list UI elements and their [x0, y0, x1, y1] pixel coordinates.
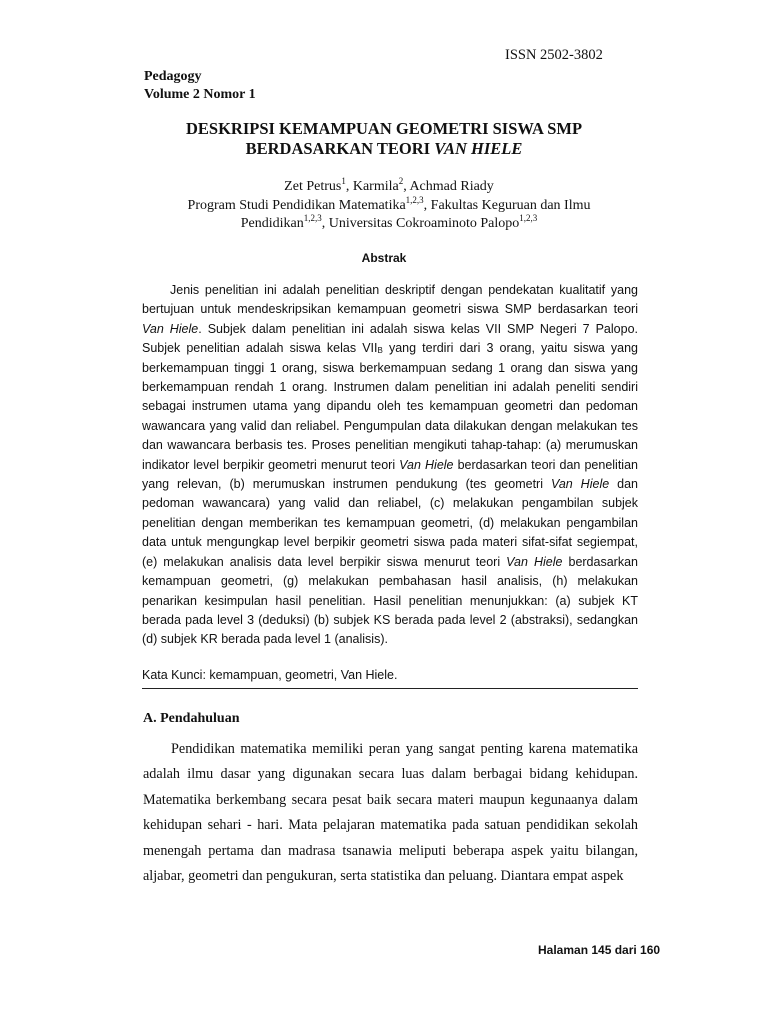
abstract-text: berdasarkan teori dan penelitian yang relevan, (b) merumuskan instrumen pendukung (tes geometri [142, 457, 638, 492]
journal-name: Pedagogy [144, 69, 202, 84]
abstract-heading: Abstrak [361, 251, 407, 265]
title-line-1: DESKRIPSI KEMAMPUAN GEOMETRI SISWA SMP [185, 119, 583, 138]
affiliation-part: , Universitas Cokroaminoto Palopo [321, 216, 520, 231]
title-line-2 [130, 139, 638, 159]
author-name: Achmad Riady [409, 179, 494, 194]
issn-number: ISSN 2502-3802 [505, 47, 603, 63]
abstract-italic-term: Van Hiele [399, 457, 454, 472]
abstract-text: dan pedoman wawancara) yang valid dan reliabel, (c) melakukan pengambilan subjek penelitian dengan memberikan tes kemampuan geometri, (d) melakukan pengambilan data untuk mengungkap level berpikir geometri siswa pada materi sifat-sifat segiempat, (e) melakukan analisis data level berpikir siswa menurut teori [142, 477, 638, 569]
title-line-2-prefix: BERDASARKAN TEORI [245, 139, 435, 158]
body-paragraph: Pendidikan matematika memiliki peran yang sangat penting karena matematika adalah ilmu dasar yang digunakan secara luas dalam berbagai bidang kehidupan. Matematika berkembang secara pesat baik secara materi maupun kegunaanya dalam kehidupan sehari - hari. Mata pelajaran matematika pada satuan pendidikan sekolah menengah pertama dan madrasa tsanawia meliputi beberapa aspek yaitu bilangan, aljabar, geometri dan pengukuran, serta statistika dan peluang. Diantara empat aspek [143, 741, 638, 885]
affiliation-sup: 1,2,3 [405, 194, 424, 205]
author-names: Zet Petrus$^1$, Karmila$^2$, Achmad Riady [284, 176, 494, 194]
abstract-text: yang terdiri dari 3 orang, yaitu siswa yang berkemampuan tinggi 1 orang, siswa berkemampuan sedang 1 orang dan siswa yang berkemampuan rendah 1 orang. Instrumen dalam penelitian ini adalah peneliti sendiri sebagai instrumen utama yang dipandu oleh tes kemampuan geometri dan pedoman wawancara yang valid dan reliabel. Pengumpulan data dilakukan dengan melakukan tes dan wawancara berbasis tes. Proses penelitian mengikuti tahap-tahap: (a) merumuskan indikator level berpikir geometri menurut teori [142, 341, 639, 472]
abstract-text: berdasarkan kemampuan geometri, (g) melakukan pembahasan hasil analisis, (h) melakukan penarikan kesimpulan hasil penelitian. Hasil penelitian menunjukkan: (a) subjek KT berada pada level 3 (deduksi) (b) subjek KS berada pada level 2 (abstraksi), sedangkan (d) subjek KR berada pada level 1 (analisis). [142, 554, 638, 647]
abstract-italic-term: Van Hiele [142, 321, 199, 336]
author-name: Karmila [352, 179, 399, 194]
paper-title [130, 119, 638, 159]
abstract-text: Jenis penelitian ini adalah penelitian deskriptif dengan pendekatan kualitatif yang bertujuan untuk mendeskripsikan kemampuan geometri siswa SMP berdasarkan teori [142, 283, 638, 317]
section-body [143, 737, 638, 889]
abstract-text: . Subjek dalam penelitian ini adalah siswa kelas VII SMP Negeri 7 Palopo. Subjek penelitian adalah siswa kelas VII [142, 321, 638, 356]
keywords: Kata Kunci: kemampuan, geometri, Van Hiele. [142, 666, 638, 689]
abstract-italic-term: Van Hiele [550, 477, 610, 492]
page-number: Halaman 145 dari 160 [538, 943, 661, 957]
abstract-paragraph [142, 281, 638, 650]
journal-volume: Volume 2 Nomor 1 [144, 87, 256, 102]
author-affiliation [150, 194, 628, 234]
journal-info [144, 68, 256, 104]
author-block [150, 178, 628, 234]
affiliation-sup: 1,2,3 [303, 213, 322, 223]
affiliation-sup: 1,2,3 [519, 213, 538, 223]
author-name: Zet Petrus [284, 179, 342, 194]
abstract-italic-term: Van Hiele [506, 554, 563, 569]
affiliation-part: , Fakultas Keguruan dan Ilmu Pendidikan [240, 197, 591, 231]
author-sup: 1 [341, 176, 346, 186]
author-sup: 2 [398, 176, 404, 186]
section-heading: A. Pendahuluan [143, 711, 240, 726]
abstract-body [142, 281, 638, 650]
title-line-2-italic: VAN HIELE [434, 139, 523, 158]
affiliation-part: Program Studi Pendidikan Matematika [187, 197, 406, 213]
abstract-class-subscript: B [377, 346, 383, 356]
